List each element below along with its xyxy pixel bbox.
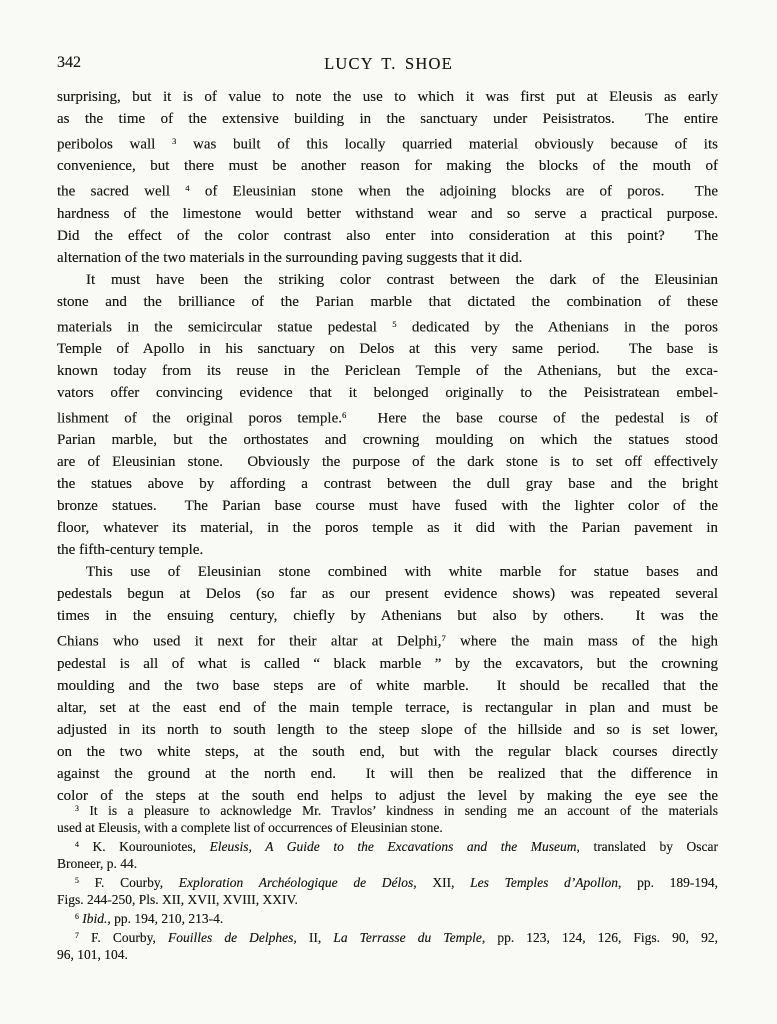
text-line: 96, 101, 104. bbox=[57, 946, 128, 962]
footnote-reference: 4 bbox=[75, 839, 79, 849]
text-line: bronze statues. The Parian base course must have fused with the lighter color of the bbox=[57, 498, 718, 515]
text-line: color of the steps at the south end helps to adjust the level by making the eye see the bbox=[57, 787, 718, 804]
body-text bbox=[57, 86, 718, 807]
footnote-reference: 5 bbox=[75, 875, 79, 885]
text-line: the sacred well $^4$ of Eleusinian stone when the adjoining blocks are of poros. The bbox=[57, 183, 718, 200]
footnote bbox=[57, 836, 718, 872]
footnote-reference: 6 bbox=[342, 410, 347, 421]
text-line: This use of Eleusinian stone combined with white marble for statue bases and bbox=[86, 564, 718, 581]
italic-text: Exploration Archéologique de Délos bbox=[178, 874, 414, 890]
text-line: Chians who used it next for their altar at Delphi,$^7$ where the main mass of the high bbox=[57, 633, 719, 650]
footnote-reference: 3 bbox=[75, 804, 79, 813]
text-line: the fifth-century temple. bbox=[57, 542, 204, 559]
text-line: $^4$ K. Kourouniotes, Eleusis, A Guide to the Excavations and the Museum, translated by Oscar bbox=[75, 838, 718, 854]
footnote bbox=[57, 872, 718, 908]
text-line: surprising, but it is of value to note the use to which it was first put at Eleusis as early bbox=[57, 89, 718, 105]
text-line: adjusted in its north to south length to the steep slope of the hillside and so is set lower, bbox=[57, 721, 718, 738]
text-line: lishment of the original poros temple.$^6$ Here the base course of the pedestal is of bbox=[57, 410, 718, 427]
text-line: It must have been the striking color contrast between the dark of the Eleusinian bbox=[86, 271, 718, 288]
italic-text: La Terrasse du Temple bbox=[333, 929, 482, 945]
italic-text: Les Temples d’Apollon bbox=[470, 874, 619, 890]
running-header: LUCY T. SHOE bbox=[324, 54, 453, 73]
footnotes bbox=[57, 800, 718, 963]
page-number: 342 bbox=[57, 54, 81, 71]
footnote-reference: 4 bbox=[185, 183, 190, 194]
footnote bbox=[57, 927, 718, 963]
footnote bbox=[57, 800, 718, 836]
footnote-reference: 5 bbox=[392, 318, 397, 329]
paragraph bbox=[57, 561, 718, 806]
footnote-reference: 7 bbox=[441, 633, 446, 644]
text-line: pedestal is all of what is called “ black marble ” by the excavators, but the crowning bbox=[57, 655, 718, 672]
text-line: $^7$ F. Courby, Fouilles de Delphes, II, La Terrasse du Temple, pp. 123, 124, 126, Figs. 90, 92, bbox=[75, 929, 718, 945]
text-line: altar, set at the east end of the main temple terrace, is rectangular in plan and must be bbox=[57, 699, 718, 716]
text-line: are of Eleusinian stone. Obviously the purpose of the dark stone is to set off effectively bbox=[57, 454, 718, 471]
text-line: $^5$ F. Courby, Exploration Archéologique de Délos, XII, Les Temples d’Apollon, pp. 189-194, bbox=[75, 874, 718, 890]
text-line: vators offer convincing evidence that it belonged originally to the Peisistratean embel- bbox=[57, 385, 718, 402]
footnote-reference: 7 bbox=[75, 930, 79, 940]
text-line: pedestals begun at Delos (so far as our present evidence shows) was repeated several bbox=[57, 586, 718, 603]
text-line: times in the ensuing century, chiefly by Athenians but also by others. It was the bbox=[57, 608, 718, 625]
text-line: on the two white steps, at the south end, but with the regular black courses directly bbox=[57, 743, 718, 760]
text-line: as the time of the extensive building in the sanctuary under Peisistratos. The entire bbox=[57, 111, 718, 127]
paragraph bbox=[57, 86, 718, 269]
text-line: $^6$ Ibid., pp. 194, 210, 213-4. bbox=[75, 910, 224, 926]
text-line: Did the effect of the color contrast also enter into consideration at this point? The bbox=[57, 227, 718, 244]
text-line: against the ground at the north end. It will then be realized that the difference in bbox=[57, 765, 718, 782]
text-line: moulding and the two base steps are of white marble. It should be recalled that the bbox=[57, 677, 718, 694]
italic-text: Fouilles de Delphes bbox=[167, 929, 294, 945]
text-line: $^3$ It is a pleasure to acknowledge Mr. Travlos’ kindness in sending me an account of the materials bbox=[75, 802, 718, 818]
text-line: the statues above by affording a contrast between the dull gray base and the bright bbox=[57, 476, 718, 493]
text-line: Figs. 244-250, Pls. XII, XVII, XVIII, XXIV. bbox=[57, 891, 298, 907]
text-line: materials in the semicircular statue pedestal $^5$ dedicated by the Athenians in the poros bbox=[57, 318, 719, 336]
text-line: Temple of Apollo in his sanctuary on Delos at this very same period. The base is bbox=[57, 341, 718, 358]
text-line: Broneer, p. 44. bbox=[57, 855, 138, 871]
paragraph bbox=[57, 269, 718, 562]
footnote bbox=[57, 908, 718, 927]
text-line: alternation of the two materials in the surrounding paving suggests that it did. bbox=[57, 249, 523, 266]
footnote-reference: 3 bbox=[172, 136, 177, 146]
text-line: convenience, but there must be another reason for making the blocks of the mouth of bbox=[57, 158, 718, 175]
text-line: used at Eleusis, with a complete list of occurrences of Eleusinian stone. bbox=[57, 819, 443, 835]
italic-text: Eleusis, A Guide to the Excavations and the Museum bbox=[209, 838, 577, 854]
text-line: floor, whatever its material, in the poros temple as it did with the Parian pavement in bbox=[57, 520, 718, 537]
text-line: stone and the brilliance of the Parian marble that dictated the combination of these bbox=[57, 293, 718, 310]
text-line: hardness of the limestone would better withstand wear and so serve a practical purpose. bbox=[57, 205, 718, 222]
text-line: Parian marble, but the orthostates and crowning moulding on which the statues stood bbox=[57, 432, 718, 449]
text-line: known today from its reuse in the Periclean Temple of the Athenians, but the exca- bbox=[57, 363, 718, 380]
italic-text: Ibid. bbox=[82, 910, 108, 926]
footnote-reference: 6 bbox=[75, 911, 79, 921]
text-line: peribolos wall $^3$ was built of this locally quarried material obviously because of its bbox=[57, 136, 718, 153]
